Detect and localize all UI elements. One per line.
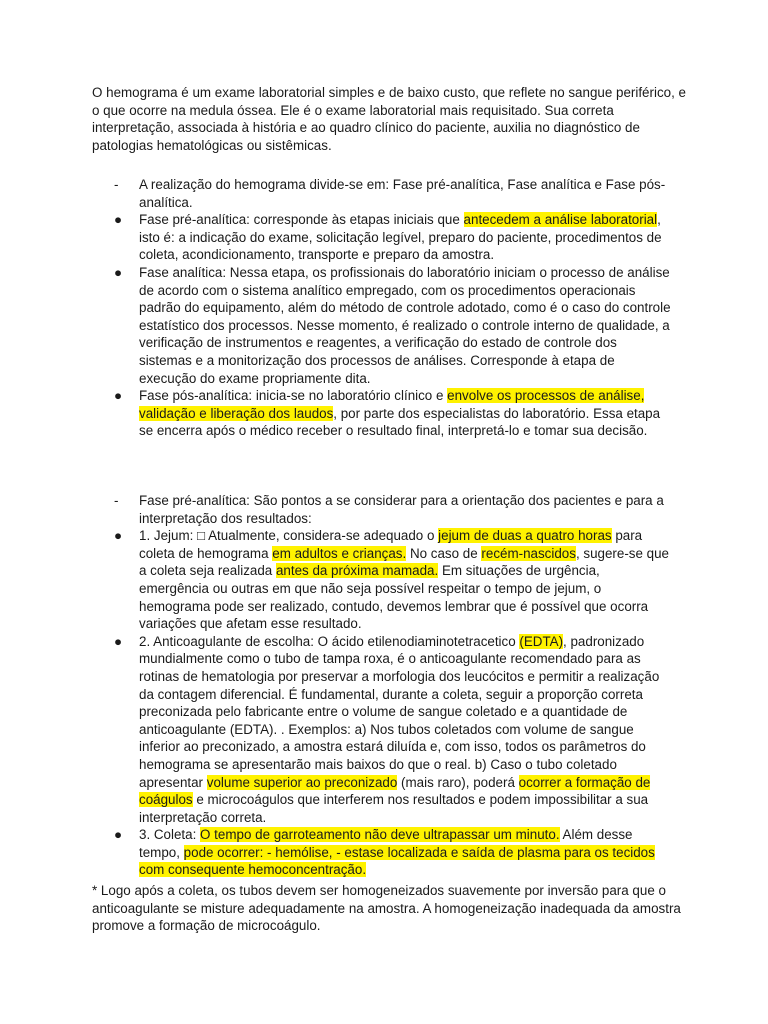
text-run: Além desse tempo, [139, 827, 633, 860]
highlighted-text: volume superior ao preconizado [206, 774, 398, 790]
highlighted-text: antes da próxima mamada. [275, 563, 439, 579]
text-run: 3. Coleta: [139, 827, 201, 843]
highlighted-text: (EDTA) [519, 633, 564, 649]
list-item-pos-analitica [92, 387, 672, 440]
text-run: para coleta de hemograma [139, 528, 643, 561]
text-run: Fase analítica: Nessa etapa, os profissionais do laboratório iniciam o processo de análise de acordo com o sistema analítico empregado, com os procedimentos operacionais padrão do equipamento, além do método de controle adotado, como é o caso do controle estatístico dos processos. Nesse momento, é realizado o controle interno de qualidade, a verificação de instrumentos e reagentes, a verificação do estado de controle dos sistemas e a monitorização dos processos de análises. Corresponde à etapa de execução do exame propriamente dita. [139, 264, 671, 386]
text-run: Em situações de urgência, emergência ou outras em que não seja possível respeitar o tempo de jejum, o hemograma pode ser realizado, contudo, devemos lembrar que é possível que ocorra variações que afetam esse resultado. [139, 563, 649, 632]
highlighted-text: recém-nascidos [481, 545, 576, 561]
highlighted-text: jejum de duas a quatro horas [438, 528, 612, 544]
bullet-marker: ● [114, 633, 123, 649]
highlighted-text: antecedem a análise laboratorial [463, 212, 658, 228]
text-run: , sugere-se que a coleta seja realizada [139, 545, 669, 579]
list-item-pre-analitica [92, 211, 672, 264]
text-run: (mais raro), poderá [397, 774, 519, 790]
text-run: 1. Jejum: □ Atualmente, considera-se adequado o [139, 528, 439, 544]
list-item-text: Fase pré-analítica: São pontos a se considerar para a orientação dos pacientes e para a interpretação dos resultados: [139, 493, 664, 526]
bullet-marker: ● [114, 212, 123, 228]
text-run: , isto é: a indicação do exame, solicitação legível, preparo do paciente, procedimentos de coleta, acondicionamento, transporte e preparo da amostra. [139, 212, 662, 263]
list-item-analitica [92, 264, 672, 387]
bullet-marker: ● [114, 827, 123, 843]
list-item-pre-analitica-intro [92, 492, 672, 527]
footnote-paragraph: * Logo após a coleta, os tubos devem ser homogeneizados suavemente por inversão para que o anticoagulante se misture adequadamente na amostra. A homogeneização inadequada da amostra promove a formação de microcoágulo. [92, 883, 681, 934]
list-item-phases-summary [92, 176, 672, 211]
bullet-marker: ● [114, 388, 123, 404]
text-run: Fase pós-analítica: inicia-se no laboratório clínico e [139, 388, 448, 404]
text-run: No caso de [406, 545, 482, 561]
bullet-marker: ● [114, 528, 123, 544]
text-run: Fase pré-analítica: corresponde às etapas iniciais que [139, 212, 464, 228]
text-run: , por parte dos especialistas do laboratório. Essa etapa se encerra após o médico receber o resultado final, interpretá-lo e tomar sua decisão. [139, 405, 661, 439]
bullet-marker: ● [114, 264, 123, 280]
list-item-coleta [92, 826, 672, 879]
dash-marker: - [114, 493, 119, 508]
text-run: e microcoágulos que interferem nos resultados e podem impossibilitar a sua interpretação correta. [139, 792, 649, 825]
phases-list [92, 176, 672, 440]
highlighted-text: O tempo de garroteamento não deve ultrapassar um minuto. [200, 827, 560, 843]
highlighted-text: em adultos e crianças. [272, 545, 407, 561]
highlighted-text: pode ocorrer: - hemólise, - estase localizada e saída de plasma para os tecidos com consequente hemoconcentração. [139, 844, 655, 878]
highlighted-text: ocorrer a formação de coágulos [139, 774, 651, 808]
list-item-text: A realização do hemograma divide-se em: Fase pré-analítica, Fase analítica e Fase pós-analítica. [139, 177, 666, 210]
text-run: 2. Anticoagulante de escolha: O ácido etilenodiaminotetracetico [139, 633, 520, 649]
list-item-jejum [92, 527, 672, 633]
text-run: , padronizado mundialmente como o tubo de tampa roxa, é o anticoagulante recomendado para as rotinas de hematologia por preservar a morfologia dos leucócitos e permitir a realização da contagem diferencial. É fundamental, durante a coleta, seguir a proporção correta preconizada pelo fabricante entre o volume de sangue coletado e a quantidade de anticoagulante (EDTA). . Exemplos: a) Nos tubos coletados com volume de sangue inferior ao preconizado, a amostra estará diluída e, com isso, todos os parâmetros do hemograma se apresentarão mais baixos do que o real. b) Caso o tubo coletado apresentar [139, 633, 660, 790]
intro-paragraph: O hemograma é um exame laboratorial simples e de baixo custo, que reflete no sangue periférico, e o que ocorre na medula óssea. Ele é o exame laboratorial mais requisitado. Sua correta interpretação, associada à história e ao quadro clínico do paciente, auxilia no diagnóstico de patologias hematológicas ou sistêmicas. [92, 85, 686, 153]
pre-analitica-list [92, 492, 672, 879]
list-item-anticoagulante [92, 633, 672, 827]
highlighted-text: envolve os processos de análise, validação e liberação dos laudos [139, 388, 645, 421]
dash-marker: - [114, 177, 119, 192]
